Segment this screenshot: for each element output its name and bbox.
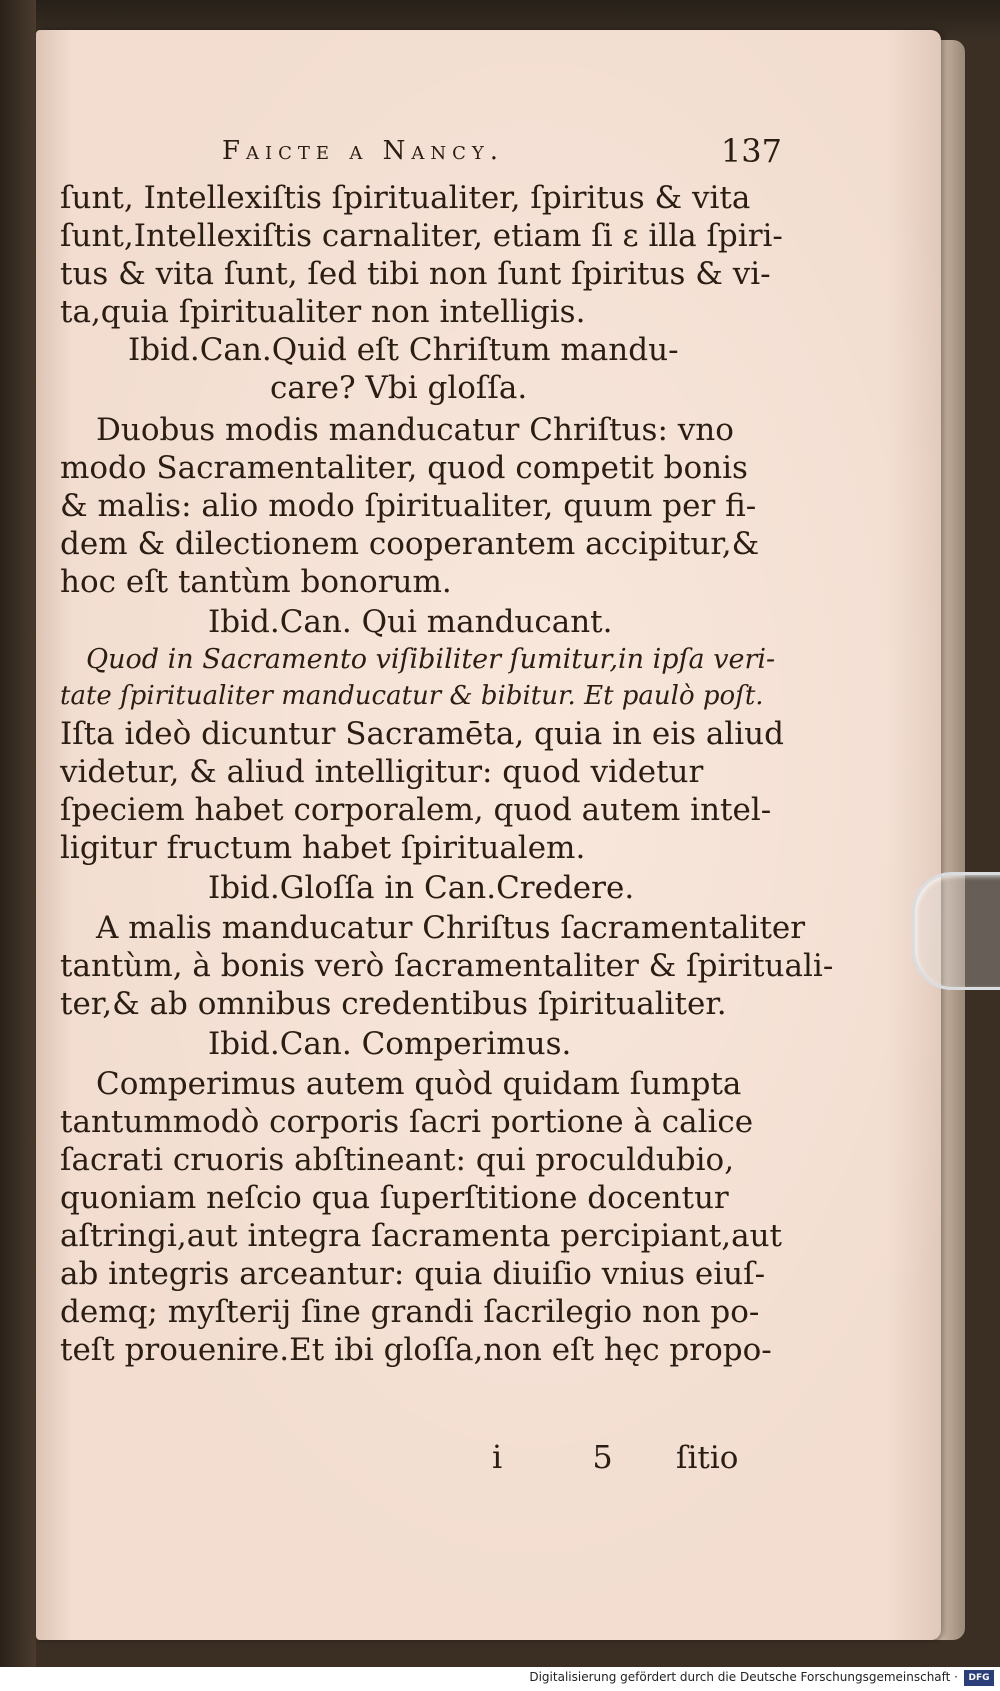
text-line: Quod in Sacramento viſibiliter ſumitur,in ipſa veri- — [86, 644, 776, 675]
text-line: Ibid.Can. Qui manducant. — [208, 604, 613, 640]
text-line: Ibid.Can.Quid eſt Chriſtum mandu- — [128, 332, 679, 368]
text-line: tantummodò corporis ſacri portione à calice — [60, 1104, 754, 1140]
running-head: Faicte a Nancy. — [222, 136, 505, 166]
catchword: ſitio — [676, 1440, 739, 1476]
text-line: aſtringi,aut integra ſacramenta percipiant,aut — [60, 1218, 782, 1254]
text-line: care? Vbi gloſſa. — [270, 370, 528, 406]
text-line: dem & dilectionem cooperantem accipitur,& — [60, 526, 760, 562]
text-line: modo Sacramentaliter, quod competit bonis — [60, 450, 748, 486]
text-line: ter,& ab omnibus credentibus ſpiritualiter. — [60, 986, 727, 1022]
text-line: tus & vita ſunt, ſed tibi non ſunt ſpiritus & vi- — [60, 256, 771, 292]
book-spine-edge — [0, 0, 36, 1691]
text-line: & malis: alio modo ſpiritualiter, quum per fi- — [60, 488, 757, 524]
dfg-logo-icon: DFG — [964, 1670, 994, 1686]
text-line: quoniam neſcio qua ſuperſtitione docentur — [60, 1180, 729, 1216]
text-line: ſpeciem habet corporalem, quod autem intel- — [60, 792, 772, 828]
book-page — [36, 30, 941, 1640]
text-line: hoc eſt tantùm bonorum. — [60, 564, 452, 600]
text-line: Duobus modis manducatur Chriſtus: vno — [96, 412, 734, 448]
text-line: ſunt, Intellexiſtis ſpiritualiter, ſpiritus & vita — [60, 180, 751, 216]
text-line: demq; myſterij ſine grandi ſacrilegio non po- — [60, 1294, 760, 1330]
text-line: videtur, & aliud intelligitur: quod videtur — [60, 754, 704, 790]
credit-text: Digitalisierung gefördert durch die Deutsche Forschungsgemeinschaft · — [529, 1670, 958, 1684]
text-line: tantùm, à bonis verò ſacramentaliter & ſpirituali- — [60, 948, 834, 984]
text-line: Comperimus autem quòd quidam ſumpta — [96, 1066, 742, 1102]
page-number: 137 — [720, 132, 782, 170]
text-line: Ibid.Can. Comperimus. — [208, 1026, 572, 1062]
text-line: Iſta ideò dicuntur Sacramēta, quia in eis aliud — [60, 716, 784, 752]
page-header — [222, 132, 782, 180]
page-clip — [912, 872, 1000, 990]
text-line: ab integris arceantur: quia diuiſio vnius eiuſ- — [60, 1256, 766, 1292]
text-line: ſacrati cruoris abſtineant: qui proculdubio, — [60, 1142, 735, 1178]
signature-mark: i 5 — [492, 1438, 653, 1476]
text-line: ligitur fructum habet ſpiritualem. — [60, 830, 586, 866]
text-line: A malis manducatur Chriſtus ſacramentaliter — [96, 910, 806, 946]
text-line: tate ſpiritualiter manducatur & bibitur. Et paulò poſt. — [60, 681, 764, 711]
text-line: Ibid.Gloſſa in Can.Credere. — [208, 870, 635, 906]
text-line: teſt prouenire.Et ibi gloſſa,non eſt hęc propo- — [60, 1332, 772, 1368]
text-line: ſunt,Intellexiſtis carnaliter, etiam ſi ε illa ſpiri- — [60, 218, 783, 254]
credit-bar — [0, 1667, 1000, 1691]
text-line: ta,quia ſpiritualiter non intelligis. — [60, 294, 586, 330]
